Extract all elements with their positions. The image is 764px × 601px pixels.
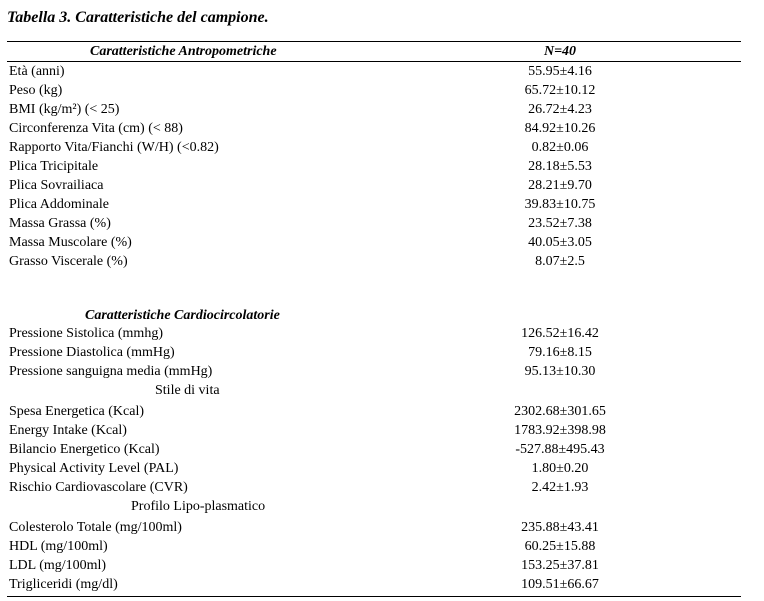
row-label: Età (anni)	[9, 64, 65, 79]
row-label: Bilancio Energetico (Kcal)	[9, 442, 160, 457]
row-label: Rapporto Vita/Fianchi (W/H) (<0.82)	[9, 140, 219, 155]
row-label: Pressione sanguigna media (mmHg)	[9, 364, 213, 379]
row-label: Plica Tricipitale	[9, 159, 99, 174]
row-label: Plica Sovrailiaca	[9, 178, 104, 193]
table-row	[0, 214, 764, 233]
section-heading-cardio	[0, 306, 764, 325]
row-label: Plica Addominale	[9, 197, 109, 212]
section-label: Profilo Lipo-plasmatico	[131, 499, 266, 514]
bottom-rule	[7, 596, 741, 597]
table-row	[0, 440, 764, 459]
section-heading-stile	[0, 381, 764, 400]
row-label: Peso (kg)	[9, 83, 63, 98]
row-value: 55.95±4.16	[528, 64, 592, 79]
table-row	[0, 343, 764, 362]
table-row	[0, 176, 764, 195]
table-row	[0, 478, 764, 497]
row-value: 153.25±37.81	[521, 558, 599, 573]
table-row	[0, 537, 764, 556]
table-row	[0, 362, 764, 381]
row-label: Grasso Viscerale (%)	[9, 254, 128, 269]
row-label: LDL (mg/100ml)	[9, 558, 107, 573]
table-row	[0, 324, 764, 343]
row-value: 28.18±5.53	[528, 159, 592, 174]
table-header-row	[0, 42, 764, 61]
row-value: 84.92±10.26	[524, 121, 596, 136]
row-value: 109.51±66.67	[521, 577, 599, 592]
row-label: Physical Activity Level (PAL)	[9, 461, 179, 476]
table-row	[0, 518, 764, 537]
row-value: 40.05±3.05	[528, 235, 592, 250]
row-label: Spesa Energetica (Kcal)	[9, 404, 145, 419]
row-value: 79.16±8.15	[528, 345, 592, 360]
row-value: 28.21±9.70	[528, 178, 592, 193]
row-value: 1783.92±398.98	[514, 423, 606, 438]
row-value: 95.13±10.30	[524, 364, 596, 379]
row-label: Circonferenza Vita (cm) (< 88)	[9, 121, 183, 136]
row-value: 23.52±7.38	[528, 216, 592, 231]
table-row	[0, 195, 764, 214]
row-label: Colesterolo Totale (mg/100ml)	[9, 520, 182, 535]
row-value: 235.88±43.41	[521, 520, 599, 535]
row-value: 65.72±10.12	[524, 83, 596, 98]
row-value: -527.88±495.43	[515, 442, 605, 457]
row-label: Massa Muscolare (%)	[9, 235, 132, 250]
table-row	[0, 138, 764, 157]
row-value: 0.82±0.06	[531, 140, 589, 155]
table-row	[0, 252, 764, 271]
row-label: Pressione Diastolica (mmHg)	[9, 345, 175, 360]
row-value: 8.07±2.5	[535, 254, 585, 269]
row-value: 39.83±10.75	[524, 197, 596, 212]
table-row	[0, 421, 764, 440]
row-value: 126.52±16.42	[521, 326, 599, 341]
row-label: BMI (kg/m²) (< 25)	[9, 102, 120, 117]
row-value: 2302.68±301.65	[514, 404, 606, 419]
row-value: 60.25±15.88	[524, 539, 596, 554]
section-label: Stile di vita	[155, 383, 220, 398]
row-label: Energy Intake (Kcal)	[9, 423, 127, 438]
table-row	[0, 157, 764, 176]
table-row	[0, 459, 764, 478]
row-label: Trigliceridi (mg/dl)	[9, 577, 118, 592]
header-label: Caratteristiche Antropometriche	[90, 44, 277, 59]
table-row	[0, 233, 764, 252]
header-value: N=40	[543, 44, 577, 59]
row-label: Rischio Cardiovascolare (CVR)	[9, 480, 188, 495]
section-heading-lipo	[0, 497, 764, 516]
table-row	[0, 81, 764, 100]
table-title: Tabella 3. Caratteristiche del campione.	[7, 9, 269, 26]
row-value: 26.72±4.23	[528, 102, 592, 117]
section-label: Caratteristiche Cardiocircolatorie	[85, 308, 280, 323]
row-label: Massa Grassa (%)	[9, 216, 111, 231]
row-value: 1.80±0.20	[531, 461, 589, 476]
table-row	[0, 402, 764, 421]
table-row	[0, 62, 764, 81]
table-row	[0, 556, 764, 575]
table-row	[0, 100, 764, 119]
table-row	[0, 575, 764, 594]
table-row	[0, 119, 764, 138]
row-label: Pressione Sistolica (mmhg)	[9, 326, 163, 341]
row-value: 2.42±1.93	[531, 480, 589, 495]
row-label: HDL (mg/100ml)	[9, 539, 108, 554]
